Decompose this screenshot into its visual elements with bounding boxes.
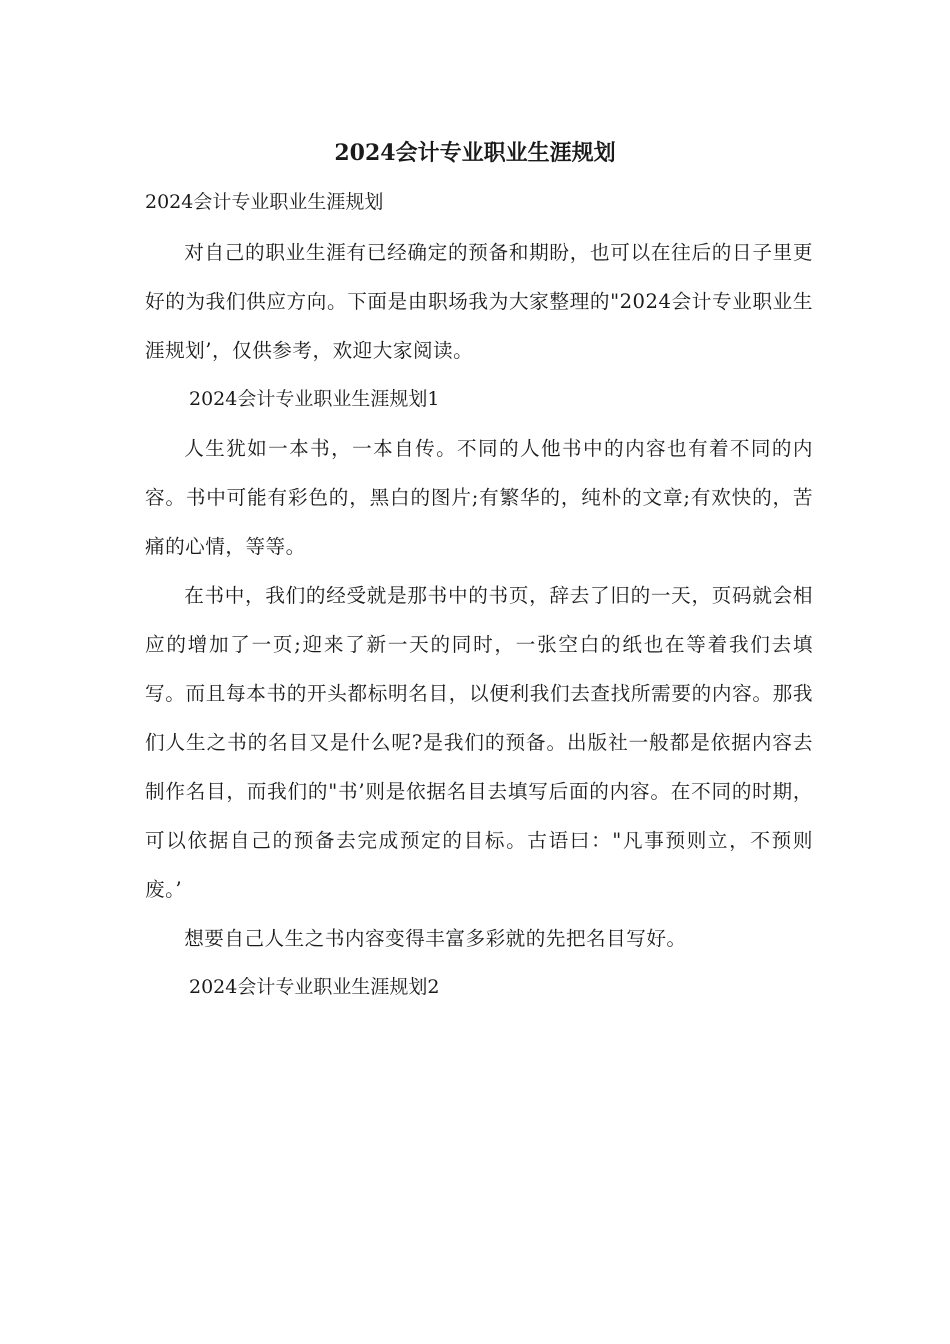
document-subtitle: 2024会计专业职业生涯规划 xyxy=(145,191,384,213)
body-paragraph: 想要自己人生之书内容变得丰富多彩就的先把名目写好。 xyxy=(184,927,687,950)
section-heading-2: 2024会计专业职业生涯规划2 xyxy=(189,976,440,998)
document-title: 2024会计专业职业生涯规划 xyxy=(334,140,616,166)
body-paragraph: 人生犹如一本书，一本自传。不同的人他书中的内容也有着不同的内容。书中可能有彩色的，黑白的图片;有繁华的，纯朴的文章;有欢快的，苦痛的心情，等等。 xyxy=(145,437,813,558)
body-paragraph: 在书中，我们的经受就是那书中的书页，辞去了旧的一天，页码就会相应的增加了一页;迎来了新一天的同时，一张空白的纸也在等着我们去填写。而且每本书的开头都标明名目，以便利我们去查找所需要的内容。那我们人生之书的名目又是什么呢?是我们的预备。出版社一般都是依据内容去制作名目，而我们的"书’则是依据名目去填写后面的内容。在不同的时期，可以依据自己的预备去完成预定的目标。古语曰："凡事预则立，不预则废。’ xyxy=(145,584,813,901)
section-heading-1: 2024会计专业职业生涯规划1 xyxy=(189,388,440,410)
document-body xyxy=(145,228,813,1012)
intro-paragraph: 对自己的职业生涯有已经确定的预备和期盼，也可以在往后的日子里更好的为我们供应方向。下面是由职场我为大家整理的"2024会计专业职业生涯规划’，仅供参考，欢迎大家阅读。 xyxy=(145,241,813,362)
